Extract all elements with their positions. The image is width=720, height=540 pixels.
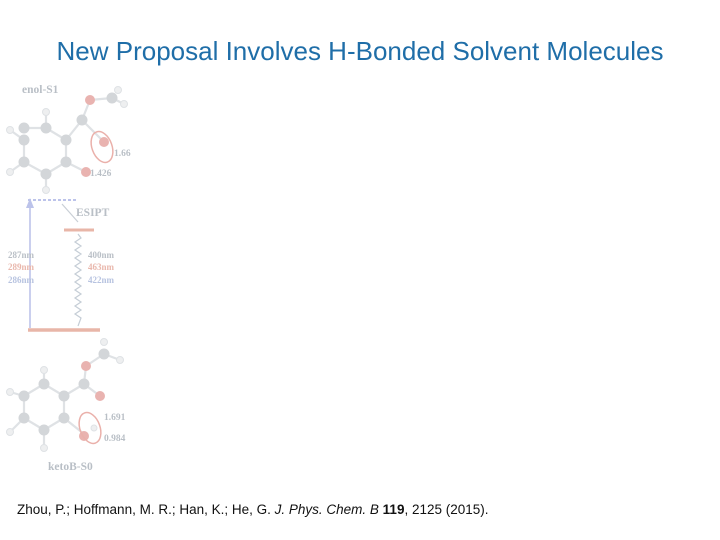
em-wavelength-3: 422nm — [88, 275, 115, 285]
abs-wavelength-1: 287nm — [8, 250, 35, 260]
h-bond-highlight-bottom — [75, 410, 105, 447]
abs-wavelength-3: 286nm — [8, 275, 35, 285]
emission-wave — [75, 234, 81, 326]
citation — [17, 502, 489, 517]
enol-s1-label: enol-S1 — [22, 84, 59, 96]
slide-title: New Proposal Involves H-Bonded Solvent Molecules — [56, 36, 664, 66]
esipt-diagram — [0, 70, 160, 480]
em-wavelength-1: 400nm — [88, 250, 115, 260]
bottom-bond-length-1: 1.691 — [104, 413, 126, 423]
top-bond-length-1: 1.66 — [114, 149, 131, 159]
citation-journal: J. Phys. Chem. B — [274, 502, 379, 517]
em-wavelength-2: 463nm — [88, 262, 115, 272]
citation-authors: Zhou, P.; Hoffmann, M. R.; Han, K.; He, G. — [17, 502, 275, 517]
abs-wavelength-2: 289nm — [8, 262, 35, 272]
bottom-bond-length-2: 0.984 — [104, 434, 126, 444]
absorption-arrowhead — [26, 198, 34, 208]
top-bond-length-2: 1.426 — [90, 169, 112, 179]
esipt-label: ESIPT — [76, 207, 110, 219]
h-bond-highlight-top — [87, 129, 117, 166]
citation-pages-year: , 2125 (2015). — [404, 502, 489, 517]
citation-volume: 119 — [382, 502, 405, 517]
ketob-s0-label: ketoB-S0 — [48, 461, 93, 473]
